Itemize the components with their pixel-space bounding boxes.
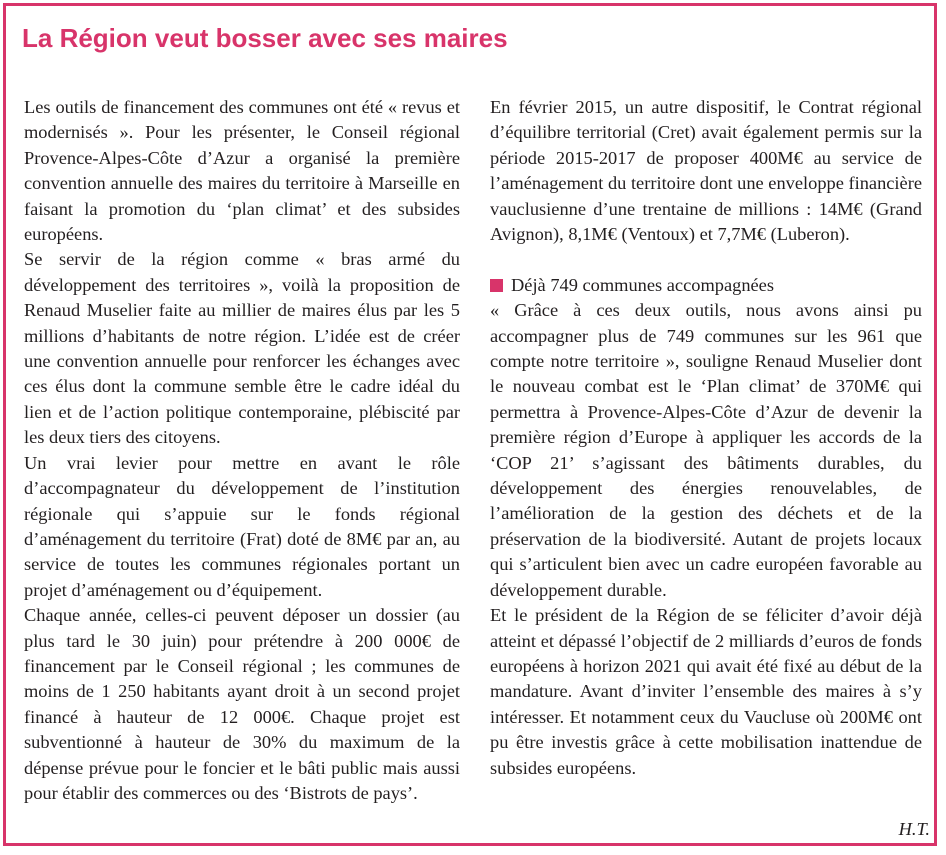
- subheading-text: Déjà 749 communes accompagnées: [511, 274, 774, 295]
- subheading: [490, 273, 922, 298]
- paragraph: Et le président de la Région de se féliciter d’avoir déjà atteint et dépassé l’objectif de 2 milliards d’euros de fonds européens à horizon 2021 qui avait été fixé au début de la mandature. Avant d’inviter l’ensemble des maires à s’y intéresser. Et notamment ceux du Vaucluse où 200M€ ont pu être investis grâce à cette mobilisation inattendue de subsides européens.: [490, 605, 922, 778]
- paragraph-spacer: [490, 247, 922, 272]
- square-bullet-icon: [490, 279, 503, 292]
- paragraph: Les outils de financement des communes ont été « revus et modernisés ». Pour les présenter, le Conseil régional Provence-Alpes-Côte d’Azur a organisé la première convention annuelle des maires du territoire à Marseille en faisant la promotion du ‘plan climat’ et des subsides européens.: [24, 97, 460, 245]
- right-column: [490, 95, 922, 781]
- paragraph: « Grâce à ces deux outils, nous avons ainsi pu accompagner plus de 749 communes sur les 961 que compte notre territoire », souligne Renaud Muselier dont le nouveau combat est le ‘Plan climat’ de 370M€ qui permettra à Provence-Alpes-Côte d’Azur de devenir la première région d’Europe à appliquer les accords de la ‘COP 21’ s’agissant des bâtiments durables, du développement des énergies renouvelables, de l’amélioration de la gestion des déchets et de la préservation de la biodiversité. Autant de projets locaux qui s’articulent bien avec un cadre européen favorable au développement durable.: [490, 300, 922, 600]
- article-title: La Région veut bosser avec ses maires: [22, 23, 508, 53]
- paragraph: Se servir de la région comme « bras armé du développement des territoires », voilà la proposition de Renaud Muselier faite au millier de maires élus par les 5 millions d’habitants de notre région. L’idée est de créer une convention annuelle pour renforcer les échanges avec ces élus dont la commune semble être le cadre idéal du lien et de l’action politique contemporaine, plébiscité par les deux tiers des citoyens.: [24, 249, 460, 448]
- author-signature: H.T.: [898, 819, 930, 839]
- paragraph: Un vrai levier pour mettre en avant le rôle d’accompagnateur du développement de l’institution régionale qui s’appuie sur le fonds régional d’aménagement du territoire (Frat) doté de 8M€ par an, au service de toutes les communes régionales portant un projet d’aménagement ou d’équipement.: [24, 452, 460, 600]
- paragraph: En février 2015, un autre dispositif, le Contrat régional d’équilibre territorial (Cret) avait également permis sur la période 2015-2017 de proposer 400M€ au service de l’aménagement du territoire dont une enveloppe financière vauclusienne d’une trentaine de millions : 14M€ (Grand Avignon), 8,1M€ (Ventoux) et 7,7M€ (Luberon).: [490, 97, 922, 245]
- paragraph: Chaque année, celles-ci peuvent déposer un dossier (au plus tard le 30 juin) pour prétendre à 200 000€ de financement par le Conseil régional ; les communes de moins de 1 250 habitants ayant droit à un second projet financé à hauteur de 12 000€. Chaque projet est subventionné à hauteur de 30% du maximum de la dépense prévue pour le foncier et le bâti public mais aussi pour établir des commerces ou des ‘Bistrots de pays’.: [24, 605, 460, 803]
- left-column: [24, 95, 460, 806]
